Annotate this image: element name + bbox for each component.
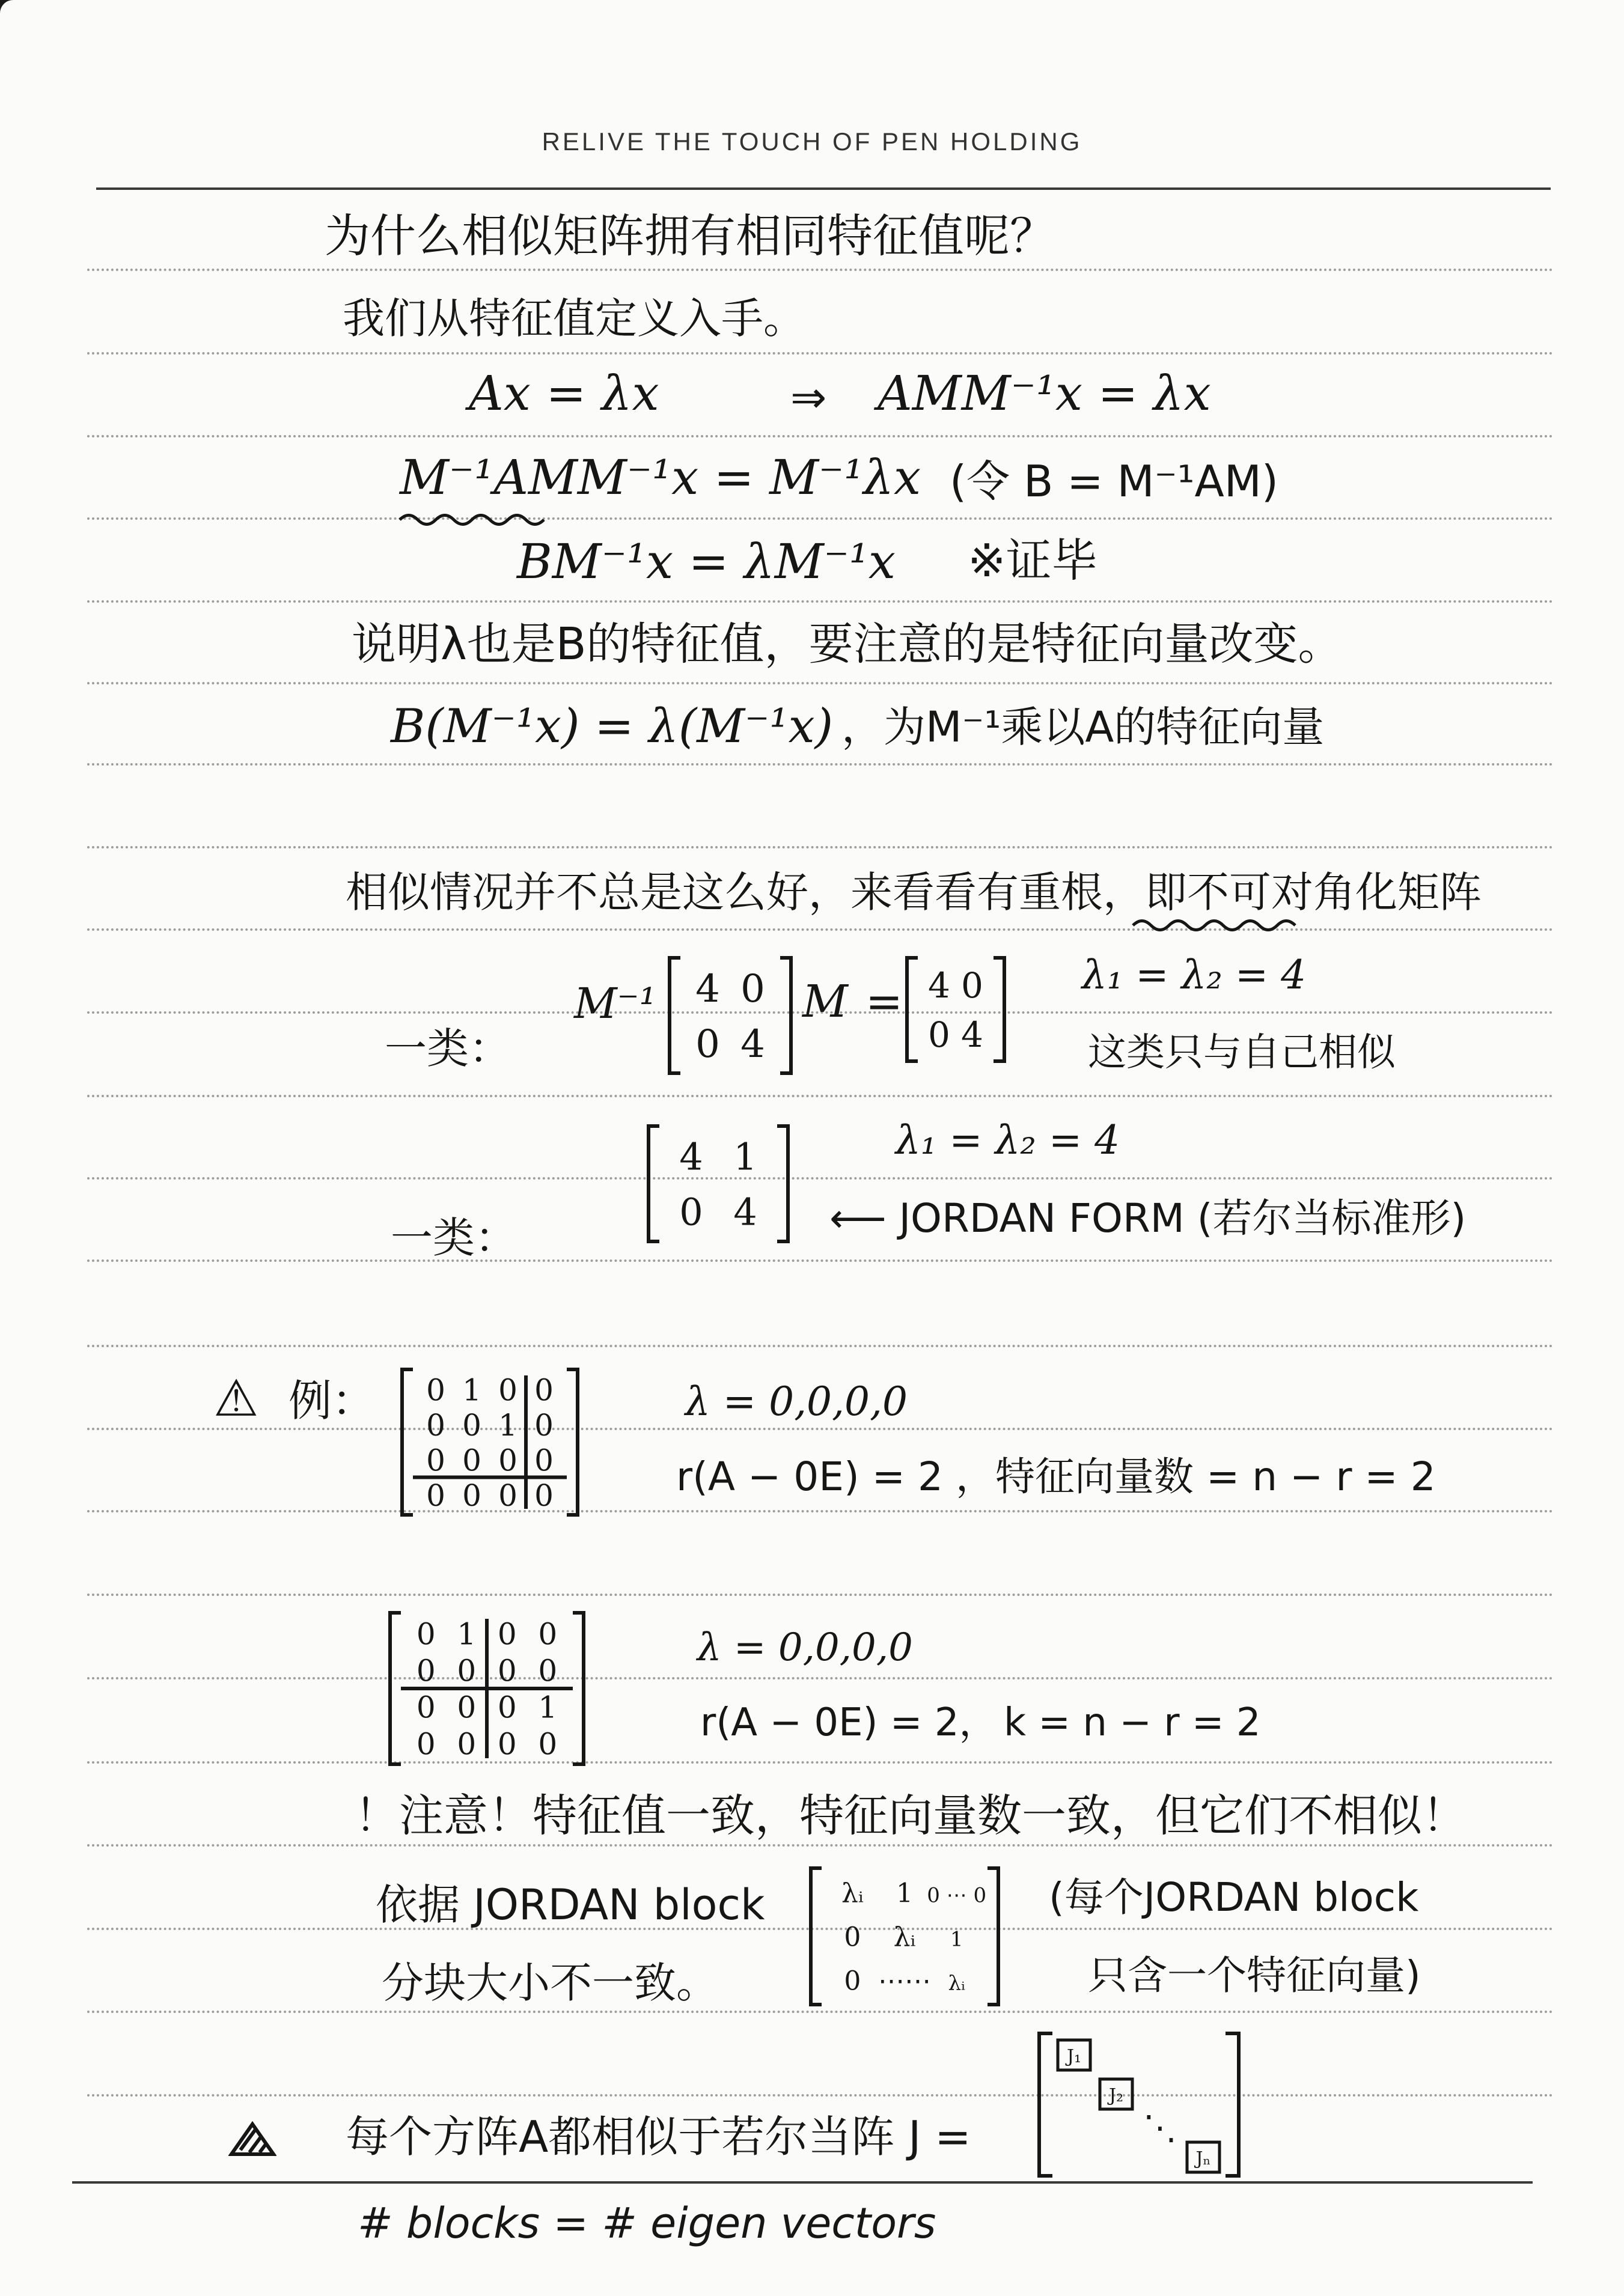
- case1-m-inverse: M⁻¹: [574, 979, 656, 1028]
- similarity-intro: 相似情况并不总是这么好，来看看有重根，即不可对角化矩阵: [346, 868, 1482, 917]
- matrix-cell: 1: [457, 1616, 477, 1652]
- equation-eigenvector: B(M⁻¹x) = λ(M⁻¹x): [391, 699, 834, 754]
- question-line: 为什么相似矩阵拥有相同特征值呢？: [325, 209, 1055, 263]
- matrix-cell: λᵢ: [893, 1922, 916, 1953]
- matrix-cell: λᵢ: [841, 1878, 864, 1909]
- left-bracket: [811, 1868, 822, 2005]
- matrix-cell: 0: [426, 1372, 445, 1408]
- matrix-cell: 0: [416, 1726, 436, 1762]
- case1-matrix-right: [905, 955, 1007, 1064]
- matrix-cell: 0: [538, 1616, 558, 1652]
- rule-line: [87, 1095, 1554, 1097]
- rule-line: [87, 600, 1554, 603]
- matrix-cell: 0: [457, 1690, 477, 1725]
- right-bracket: [988, 1868, 998, 2005]
- matrix-cell: 0: [534, 1478, 554, 1513]
- matrix-cell: 0: [497, 1616, 517, 1652]
- jordan-form-label: ⟵ JORDAN FORM (若尔当标准形): [829, 1195, 1467, 1241]
- jordan-block-label: Jₙ: [1195, 2148, 1211, 2169]
- case2-eigenvalues: λ₁ = λ₂ = 4: [896, 1117, 1120, 1163]
- diagonal-dots: ⋱: [1143, 2109, 1177, 2148]
- matrix-cell: 1: [733, 1134, 757, 1179]
- matrix-cell: 0: [534, 1372, 554, 1408]
- case1-m: M: [802, 976, 848, 1028]
- rule-line: [87, 1761, 1554, 1764]
- matrix-cell: λᵢ: [948, 1971, 965, 1996]
- proof-done: ※证毕: [968, 534, 1097, 587]
- top-rule: [96, 187, 1551, 190]
- left-bracket: [670, 958, 680, 1073]
- rule-line: [87, 352, 1554, 355]
- matrix-cell: 0: [534, 1407, 554, 1443]
- rule-line: [87, 846, 1554, 848]
- matrix-cell: 4: [679, 1134, 703, 1179]
- equation-eigen-definition: Ax = λx: [469, 365, 659, 421]
- jordan-normal-form-matrix: [1037, 2031, 1241, 2178]
- rule-line: [87, 1259, 1554, 1262]
- jordan-line1: 依据 JORDAN block: [376, 1880, 765, 1929]
- matrix-cell: 0: [426, 1407, 445, 1443]
- equation-result: BM⁻¹x = λM⁻¹x: [517, 534, 896, 589]
- rule-line: [87, 1428, 1554, 1430]
- footer-blocks-equals-eigenvectors: # blocks = # eigen vectors: [358, 2199, 936, 2248]
- matrix-cell: 0: [462, 1478, 481, 1513]
- matrix-cell: 4: [695, 967, 720, 1012]
- wavy-underline: [397, 511, 553, 529]
- matrix-cell: 0 ⋯ 0: [927, 1883, 987, 1908]
- jordan-line2: 分块大小不一致。: [382, 1958, 718, 2008]
- matrix-cell: 0: [534, 1443, 554, 1478]
- matrix-cell: 0: [426, 1478, 445, 1513]
- right-bracket: [567, 1369, 578, 1515]
- example-label: 例：: [288, 1375, 376, 1426]
- case2-jordan-matrix: [646, 1124, 790, 1244]
- matrix-cell: 0: [498, 1478, 517, 1513]
- rule-line: [87, 2094, 1554, 2097]
- matrix-cell: 0: [497, 1653, 517, 1689]
- jordan-block-label: J₂: [1108, 2085, 1124, 2106]
- matrix-cell: 0: [844, 1922, 861, 1953]
- case1-eigenvalues: λ₁ = λ₂ = 4: [1082, 952, 1307, 998]
- example2-k: k = n − r = 2: [1004, 1701, 1261, 1745]
- example2-matrix: [388, 1610, 586, 1767]
- left-bracket: [390, 1613, 401, 1764]
- matrix-cell: 0: [498, 1372, 517, 1408]
- bottom-rule: [72, 2181, 1533, 2184]
- matrix-cell: 4: [733, 1190, 757, 1234]
- left-bracket: [907, 958, 918, 1061]
- matrix-cell: 0: [695, 1022, 720, 1067]
- matrix-cell: 0: [679, 1190, 703, 1234]
- start-line: 我们从特征值定义入手。: [343, 294, 805, 343]
- rule-line: [87, 928, 1554, 931]
- matrix-cell: 0: [462, 1443, 481, 1478]
- example2-eigenvalues: λ = 0,0,0,0: [697, 1625, 913, 1670]
- wavy-underline: [1130, 916, 1310, 934]
- equation-amm: AMM⁻¹x = λx: [878, 365, 1211, 421]
- rule-line: [87, 1345, 1554, 1347]
- rule-line: [87, 763, 1554, 766]
- case1-matrix-left: [667, 955, 793, 1076]
- rule-line: [87, 1594, 1554, 1596]
- matrix-cell: 0: [497, 1690, 517, 1725]
- right-bracket: [777, 1126, 788, 1241]
- matrix-cell: 0: [928, 1014, 950, 1055]
- rule-line: [87, 517, 1554, 520]
- theorem-text: 每个方阵A都相似于若尔当阵 J =: [346, 2112, 971, 2162]
- case2-label: 一类：: [391, 1213, 517, 1262]
- example1-eigenvalues: λ = 0,0,0,0: [685, 1378, 908, 1425]
- matrix-cell: 4: [961, 1014, 983, 1055]
- example1-rank: r(A − 0E) = 2 ，特征向量数 = n − r = 2: [676, 1454, 1436, 1500]
- matrix-cell: 0: [416, 1653, 436, 1689]
- right-bracket: [573, 1613, 584, 1764]
- matrix-cell: 0: [538, 1726, 558, 1762]
- rule-line: [87, 2011, 1554, 2013]
- right-bracket: [994, 958, 1004, 1061]
- rule-line: [87, 1677, 1554, 1679]
- attention-line: ！注意！特征值一致，特征向量数一致，但它们不相似！: [355, 1790, 1467, 1842]
- left-bracket: [1039, 2033, 1052, 2176]
- matrix-cell: 0: [497, 1726, 517, 1762]
- case1-note: 这类只与自己相似: [1088, 1031, 1396, 1075]
- rule-line: [87, 1510, 1554, 1512]
- rule-line: [87, 269, 1554, 271]
- equation-left-multiply: M⁻¹AMM⁻¹x = M⁻¹λx: [400, 449, 921, 505]
- page-header: RELIVE THE TOUCH OF PEN HOLDING: [542, 127, 1082, 156]
- jordan-block-matrix: [808, 1866, 1001, 2007]
- implies-arrow: ⇒: [790, 372, 827, 422]
- matrix-cell: 1: [896, 1878, 913, 1909]
- explanation-line: 说明λ也是B的特征值，要注意的是特征向量改变。: [352, 618, 1343, 670]
- matrix-cell: 0: [844, 1966, 861, 1997]
- hatched-triangle-icon: [228, 2121, 276, 2157]
- matrix-cell: 0: [416, 1616, 436, 1652]
- case1-equals: =: [865, 976, 903, 1028]
- rule-line: [87, 1844, 1554, 1847]
- matrix-cell: 0: [457, 1653, 477, 1689]
- matrix-cell: 0: [457, 1726, 477, 1762]
- matrix-cell: 1: [498, 1407, 517, 1443]
- warning-icon: ⚠: [213, 1369, 259, 1428]
- matrix-cell: 4: [740, 1022, 765, 1067]
- case1-label: 一类：: [385, 1024, 511, 1073]
- matrix-cell: 0: [462, 1407, 481, 1443]
- matrix-cell: 0: [961, 964, 983, 1006]
- right-bracket: [1226, 2033, 1239, 2176]
- rule-line: [87, 435, 1554, 437]
- matrix-cell: 4: [928, 964, 950, 1006]
- matrix-cell: 1: [538, 1690, 558, 1725]
- right-bracket: [780, 958, 791, 1073]
- matrix-cell: 1: [462, 1372, 481, 1408]
- matrix-cell: 1: [950, 1927, 963, 1952]
- matrix-cell: 0: [538, 1653, 558, 1689]
- substitution-note: (令 B = M⁻¹AM): [950, 456, 1278, 507]
- matrix-cell: 0: [416, 1690, 436, 1725]
- matrix-cell: 0: [426, 1443, 445, 1478]
- jordan-block-label: J₁: [1066, 2046, 1082, 2067]
- rule-line: [87, 682, 1554, 684]
- matrix-cell: 0: [498, 1443, 517, 1478]
- eigenvector-note: ，为M⁻¹乘以A的特征向量: [841, 702, 1325, 752]
- matrix-cell: ⋯⋯: [878, 1966, 931, 1997]
- jordan-note1: (每个JORDAN block: [1049, 1874, 1419, 1920]
- left-bracket: [649, 1126, 659, 1241]
- example2-rank: r(A − 0E) = 2，: [700, 1701, 998, 1745]
- rule-line: [87, 1177, 1554, 1180]
- jordan-note2: 只含一个特征向量): [1088, 1952, 1421, 1999]
- left-bracket: [402, 1369, 413, 1515]
- example1-matrix: [400, 1367, 580, 1517]
- matrix-cell: 0: [740, 967, 765, 1012]
